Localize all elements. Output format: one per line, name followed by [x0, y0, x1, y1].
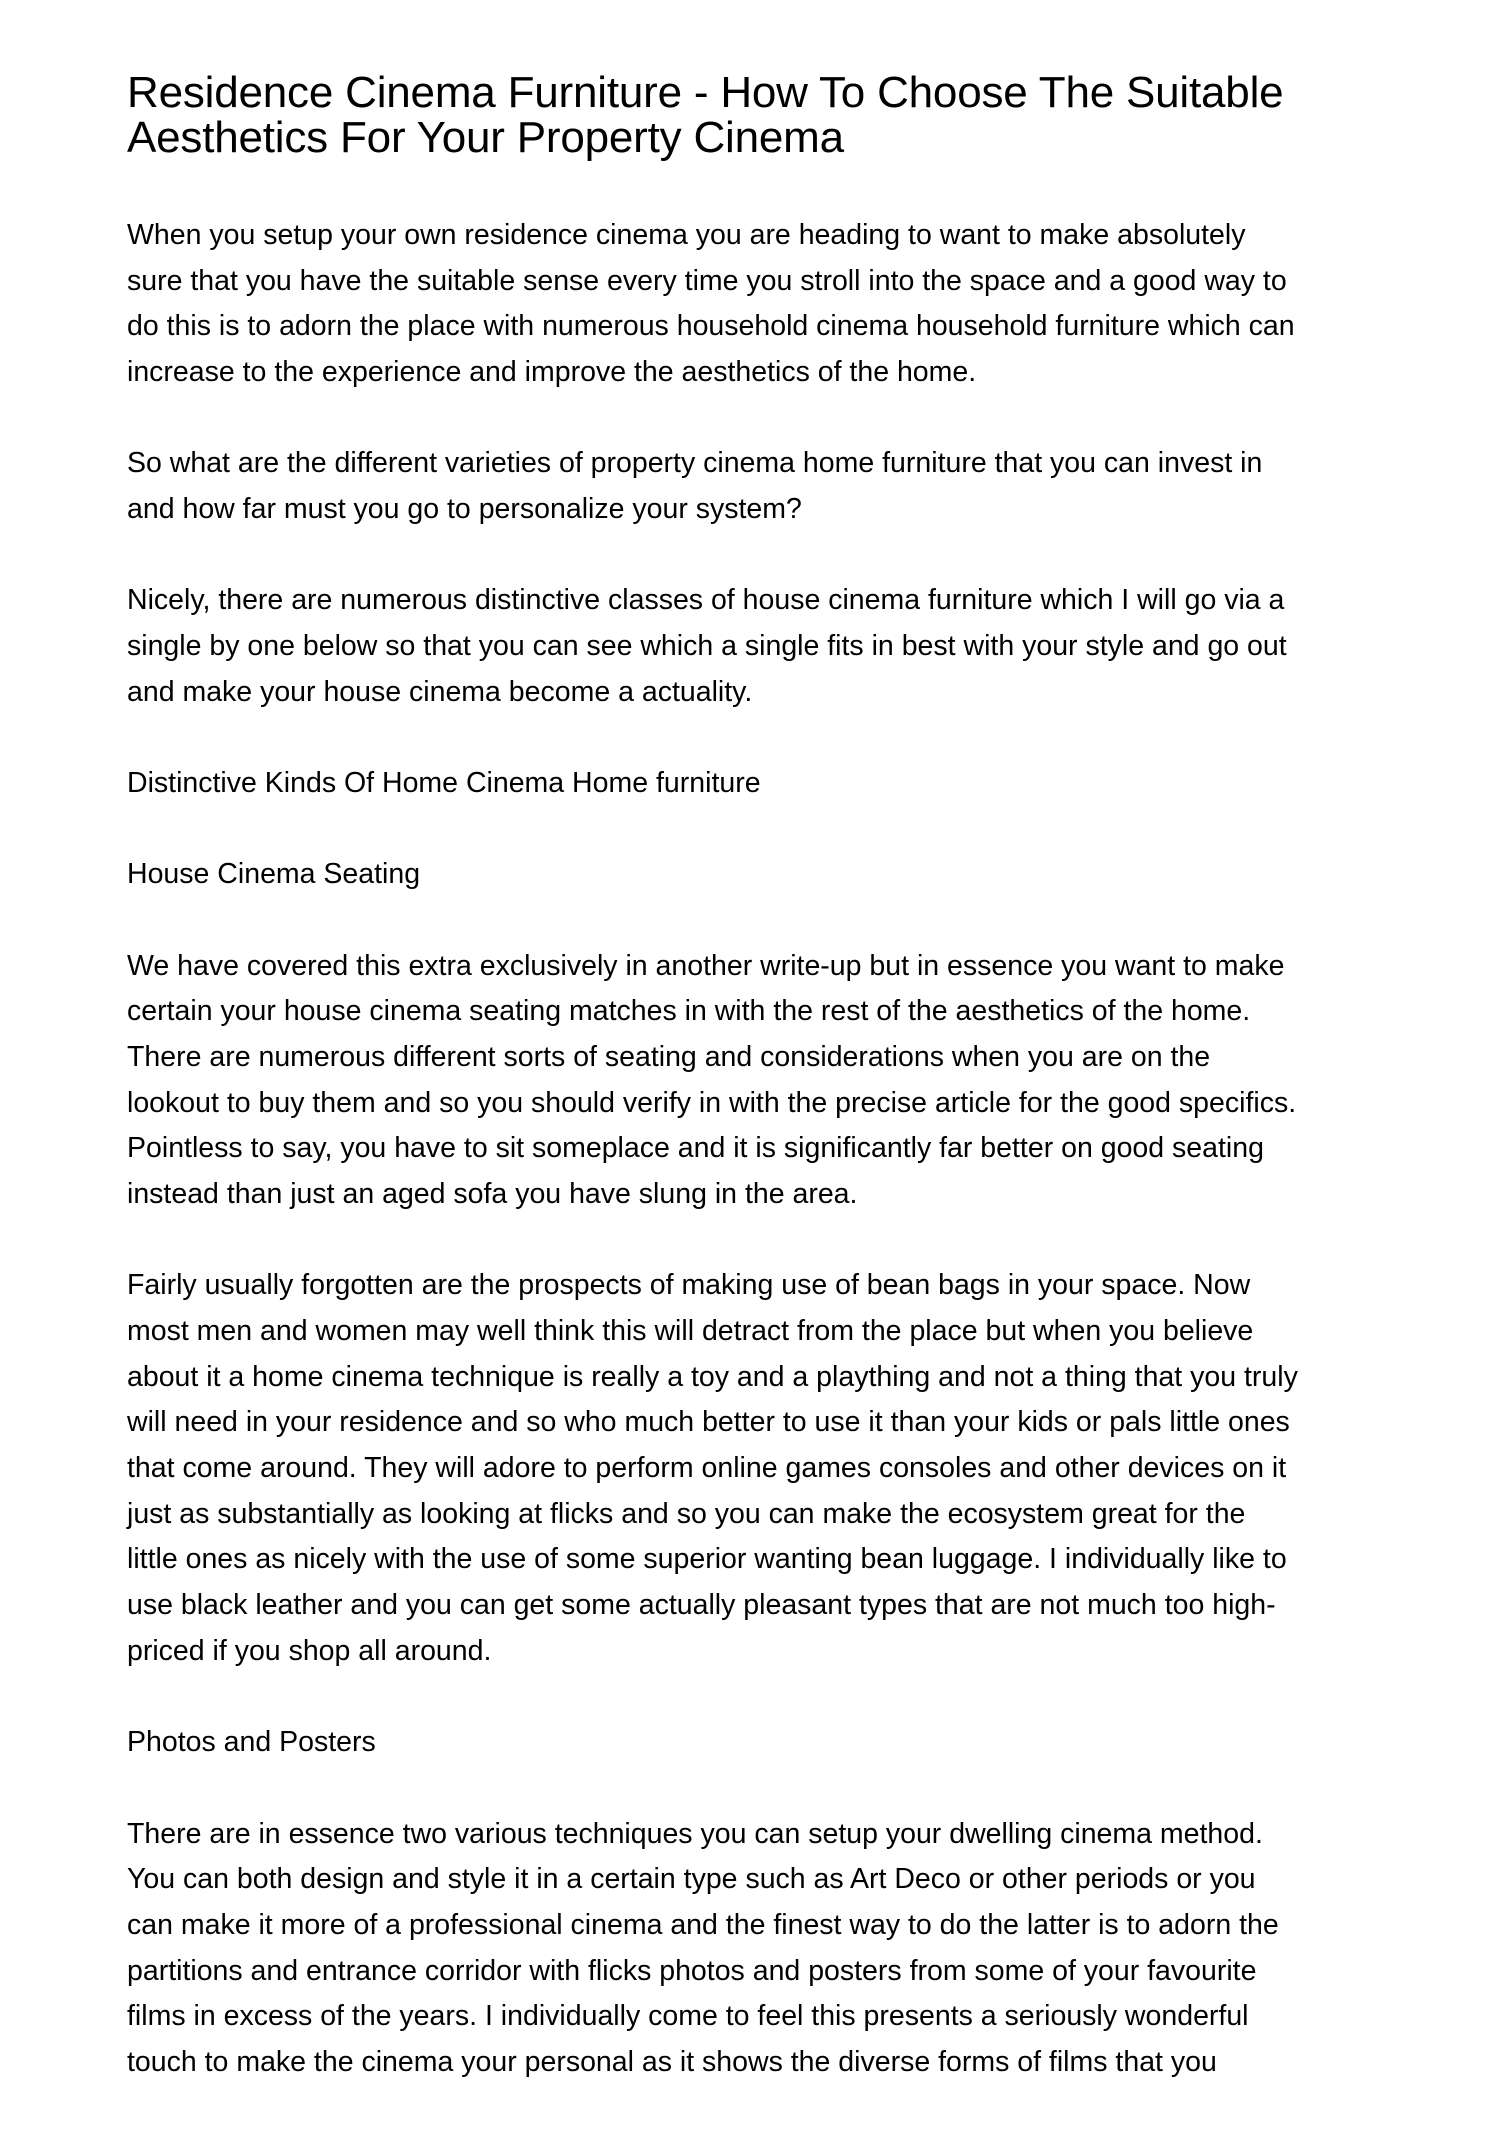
- text-line: films in excess of the years. I individually come to feel this presents a seriously wonderful: [127, 2000, 1249, 2033]
- section-heading: [127, 852, 1387, 898]
- text-line: use black leather and you can get some actually pleasant types that are not much too high-: [127, 1589, 1276, 1622]
- text-line: certain your house cinema seating matches in with the rest of the aesthetics of the home.: [127, 995, 1251, 1028]
- section-heading: [127, 1720, 1387, 1766]
- text-line: that come around. They will adore to perform online games consoles and other devices on it: [127, 1452, 1287, 1485]
- text-line: touch to make the cinema your personal as it shows the diverse forms of films that you: [127, 2045, 1217, 2078]
- text-line: do this is to adorn the place with numerous household cinema household furniture which can: [127, 310, 1295, 343]
- text-line: So what are the different varieties of property cinema home furniture that you can invest in: [127, 447, 1263, 480]
- text-line: partitions and entrance corridor with flicks photos and posters from some of your favourite: [127, 1954, 1257, 1987]
- text-line: can make it more of a professional cinema and the finest way to do the latter is to adorn the: [127, 1908, 1279, 1941]
- article-body: [127, 213, 1387, 2131]
- text-line: We have covered this extra exclusively in another write-up but in essence you want to make: [127, 949, 1285, 982]
- text-line: Distinctive Kinds Of Home Cinema Home furniture: [127, 767, 761, 800]
- paragraph: [127, 1812, 1387, 2086]
- title-line: Aesthetics For Your Property Cinema: [127, 113, 844, 162]
- text-line: lookout to buy them and so you should verify in with the precise article for the good specifics.: [127, 1086, 1297, 1119]
- text-line: You can both design and style it in a certain type such as Art Deco or other periods or you: [127, 1863, 1256, 1896]
- text-line: House Cinema Seating: [127, 858, 421, 891]
- paragraph: [127, 944, 1387, 1218]
- title-line: Residence Cinema Furniture - How To Choose The Suitable: [127, 68, 1284, 117]
- paragraph: [127, 578, 1387, 715]
- text-line: Photos and Posters: [127, 1726, 376, 1759]
- text-line: There are in essence two various techniques you can setup your dwelling cinema method.: [127, 1817, 1263, 1850]
- text-line: will need in your residence and so who much better to use it than your kids or pals little ones: [127, 1406, 1290, 1439]
- text-line: When you setup your own residence cinema you are heading to want to make absolutely: [127, 219, 1246, 251]
- text-line: little ones as nicely with the use of some superior wanting bean luggage. I individually like to: [127, 1543, 1287, 1576]
- paragraph: [127, 213, 1387, 396]
- text-line: Nicely, there are numerous distinctive classes of house cinema furniture which I will go via a: [127, 584, 1285, 617]
- text-line: single by one below so that you can see which a single fits in best with your style and go out: [127, 630, 1287, 663]
- text-line: There are numerous different sorts of seating and considerations when you are on the: [127, 1041, 1211, 1074]
- text-line: about it a home cinema technique is really a toy and a plaything and not a thing that you truly: [127, 1360, 1298, 1393]
- text-line: sure that you have the suitable sense every time you stroll into the space and a good way to: [127, 264, 1287, 297]
- text-line: priced if you shop all around.: [127, 1634, 492, 1667]
- page-title: [127, 70, 1283, 160]
- section-heading: [127, 761, 1387, 807]
- text-line: Fairly usually forgotten are the prospects of making use of bean bags in your space. Now: [127, 1269, 1251, 1302]
- text-line: and make your house cinema become a actuality.: [127, 675, 753, 708]
- text-line: most men and women may well think this will detract from the place but when you believe: [127, 1315, 1254, 1348]
- text-line: and how far must you go to personalize your system?: [127, 493, 802, 526]
- paragraph: [127, 441, 1387, 532]
- text-line: increase to the experience and improve the aesthetics of the home.: [127, 356, 977, 389]
- text-line: just as substantially as looking at flicks and so you can make the ecosystem great for the: [127, 1497, 1246, 1530]
- text-line: Pointless to say, you have to sit someplace and it is significantly far better on good seating: [127, 1132, 1264, 1165]
- paragraph: [127, 1263, 1387, 1674]
- text-line: instead than just an aged sofa you have slung in the area.: [127, 1178, 858, 1211]
